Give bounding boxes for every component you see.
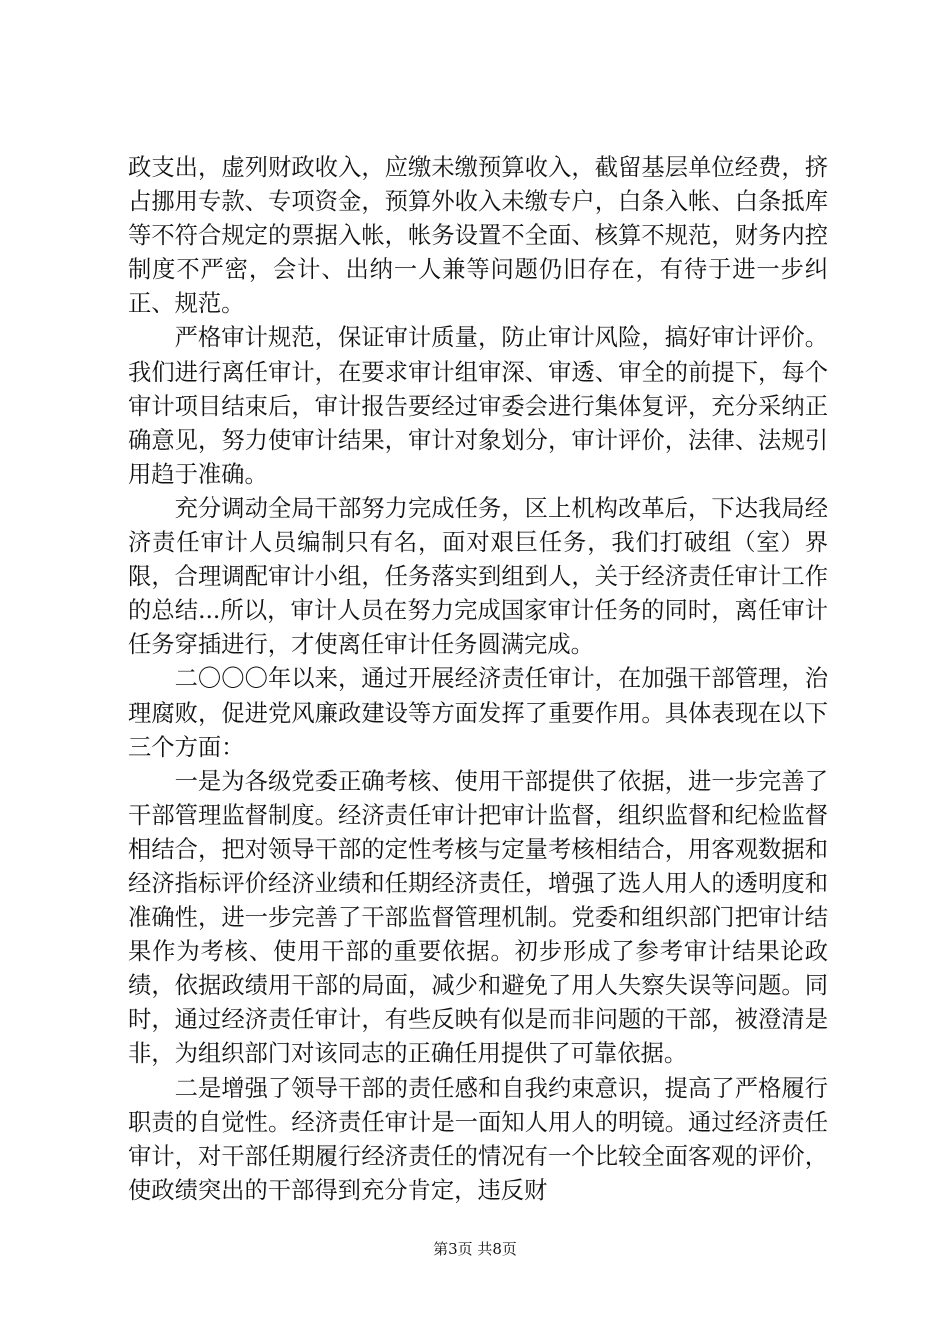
document-body — [128, 151, 828, 1208]
paragraph-1: 政支出，虚列财政收入，应缴未缴预算收入，截留基层单位经费，挤占挪用专款、专项资金，预算外收入未缴专户，白条入帐、白条抵库等不符合规定的票据入帐，帐务设置不全面、核算不规范，财务内控制度不严密，会计、出纳一人兼等问题仍旧存在，有待于进一步纠正、规范。 — [128, 154, 828, 318]
page-number-label: 第3页 共8页 — [433, 1240, 517, 1258]
paragraph-4: 二〇〇〇年以来，通过开展经济责任审计，在加强干部管理，治理腐败，促进党风廉政建设等方面发挥了重要作用。具体表现在以下三个方面： — [128, 665, 828, 761]
paragraph-5: 一是为各级党委正确考核、使用干部提供了依据，进一步完善了干部管理监督制度。经济责任审计把审计监督，组织监督和纪检监督相结合，把对领导干部的定性考核与定量考核相结合，用客观数据和经济指标评价经济业绩和任期经济责任，增强了选人用人的透明度和准确性，进一步完善了干部监督管理机制。党委和组织部门把审计结果作为考核、使用干部的重要依据。初步形成了参考审计结果论政绩，依据政绩用干部的局面，减少和避免了用人失察失误等问题。同时，通过经济责任审计，有些反映有似是而非问题的干部，被澄清是非，为组织部门对该同志的正确任用提供了可靠依据。 — [128, 767, 828, 1068]
paragraph-6: 二是增强了领导干部的责任感和自我约束意识，提高了严格履行职责的自觉性。经济责任审计是一面知人用人的明镜。通过经济责任审计，对干部任期履行经济责任的情况有一个比较全面客观的评价，使政绩突出的干部得到充分肯定，违反财 — [128, 1074, 828, 1204]
page-footer — [0, 1239, 950, 1259]
paragraph-3: 充分调动全局干部努力完成任务，区上机构改革后，下达我局经济责任审计人员编制只有名，面对艰巨任务，我们打破组（室）界限，合理调配审计小组，任务落实到组到人，关于经济责任审计工作的总结...所以，审计人员在努力完成国家审计任务的同时，离任审计任务穿插进行，才使离任审计任务圆满完成。 — [128, 494, 828, 659]
paragraph-2: 严格审计规范，保证审计质量，防止审计风险，搞好审计评价。我们进行离任审计，在要求审计组审深、审透、审全的前提下，每个审计项目结束后，审计报告要经过审委会进行集体复评，充分采纳正确意见，努力使审计结果，审计对象划分，审计评价，法律、法规引用趋于准确。 — [128, 324, 828, 488]
